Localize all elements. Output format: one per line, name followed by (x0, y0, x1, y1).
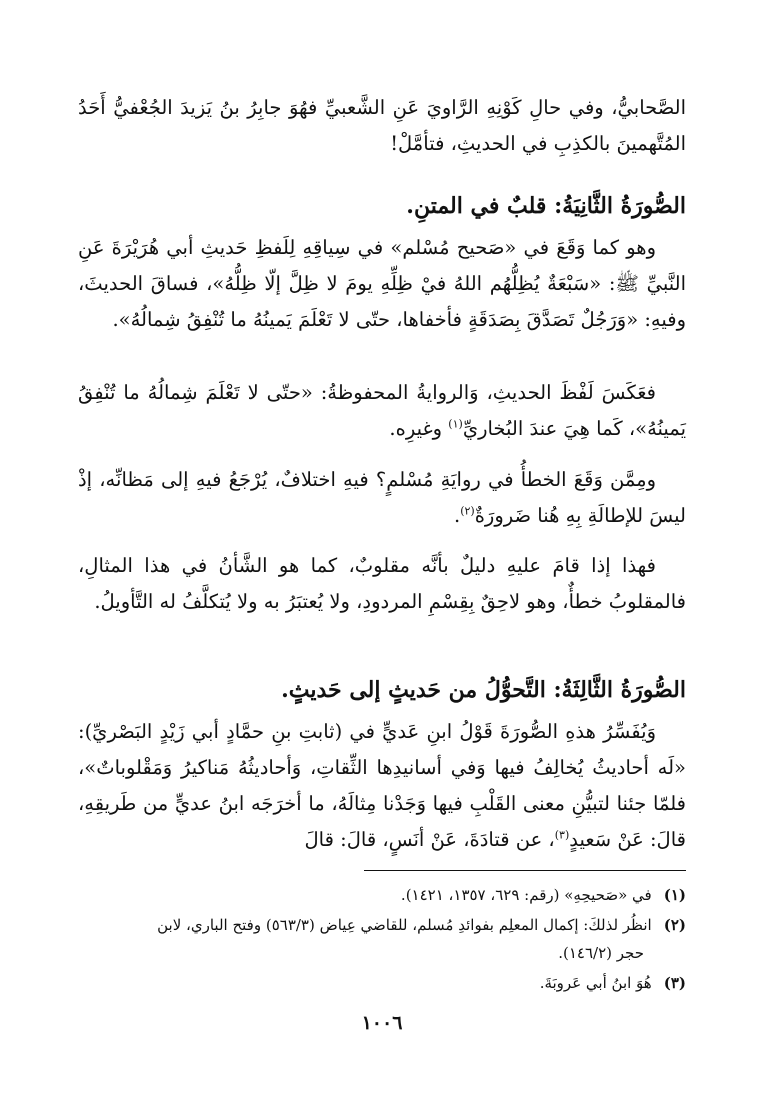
reversal-text: فعَكَسَ لَفْظَ الحديثِ، وَالروايةُ المحفوظةُ: «حتّى لا تَعْلَمَ شِمالُهُ ما تُنْفِقُ يَمينُهُ»، كَما هِيَ عندَ البُخاريِّ (78, 381, 686, 440)
section-2-paragraph: وهو كما وَقَعَ في «صَحيح مُسْلم» في سِياقِهِ لِلَفظِ حَديثِ أبي هُرَيْرَةَ عَنِ النَّبيِّ ﷺ: «سَبْعَةٌ يُظِلُّهُم اللهُ فيْ ظِلِّهِ يومَ لا ظِلَّ إلّا ظِلُّهُ»، فساقَ الحديثَ، وفيهِ: «وَرَجُلٌ تَصَدَّقَ بِصَدَقَةٍ فأخفاها، حتّى لا تَعْلَمَ يَمينُهُ ما تُنْفِقُ شِمالُهُ». (78, 236, 686, 331)
error-paragraph-block (78, 462, 686, 534)
footnote-3-number: (٣) (663, 974, 686, 992)
footnote-ref-3: (٣) (554, 828, 570, 842)
footnote-divider (364, 870, 686, 871)
footnote-1-text: في «صَحيحِهِ» (رقم: ٦٢٩، ١٣٥٧، ١٤٢١). (400, 886, 652, 904)
footnote-3 (78, 970, 686, 996)
reversal-paragraph-block (78, 375, 686, 447)
ibn-adi-tail: ، عن قتادَةَ، عَنْ أنَسٍ، قالَ: قالَ (304, 828, 555, 851)
section-3-heading: الصُّورَةُ الثَّالِثَةُ: التَّحوُّلُ من حَديثٍ إلى حَديثٍ. (281, 677, 686, 703)
error-tail: . (454, 504, 461, 527)
page-number: ١٠٠٦ (361, 1012, 403, 1034)
footnote-1 (78, 882, 686, 908)
reversal-tail: وغيرِه. (389, 417, 449, 440)
intro-paragraph-block (78, 90, 686, 162)
error-text: ومِمَّن وَقَعَ الخطأُ في روايَةِ مُسْلمٍ؟ فيهِ اختلافٌ، يُرْجَعُ فيهِ إلى مَظانِّه، إذْ ليسَ للإطالَةِ بِهِ هُنا ضَرورَةٌ (78, 468, 686, 527)
intro-paragraph: الصَّحابيُّ، وفي حالِ كَوْنِهِ الرَّاويَ عَنِ الشَّعبيِّ فهُوَ جابِرُ بنُ يَزيدَ الجُعْفيُّ أَحَدُ المُتَّهمينَ بالكذِبِ في الحديثِ، فتأمَّلْ! (78, 96, 686, 155)
reversal-paragraph (78, 375, 686, 447)
section-2-heading: الصُّورَةُ الثَّانِيَةُ: قلبٌ في المتنِ. (406, 193, 686, 219)
error-paragraph (78, 462, 686, 534)
footnote-ref-2: (٢) (460, 504, 475, 518)
section-2-paragraph-block (78, 230, 686, 338)
footnote-2-text: انظُر لذلكَ: إكمال المعلِم بفوائدِ مُسلم، للقاضي عِياض (٥٦٣/٣) وفتح الباري، لابن (157, 916, 652, 934)
ruling-paragraph: فهذا إذا قامَ عليهِ دليلٌ بأنَّه مقلوبٌ، كما هو الشَّأنُ في هذا المثالِ، فالمقلوبُ خطأٌ، وهو لاحِقٌ بِقِسْمِ المردودِ، ولا يُعتبَرُ به ولا يُتكلَّفُ له التَّأويلُ. (78, 554, 686, 613)
footnote-2 (78, 912, 686, 938)
ibn-adi-text: وَيُفَسِّرُ هذهِ الصُّورَةَ قَوْلُ ابنِ عَديٍّ في (ثابتِ بنِ حمَّادٍ أبي زَيْدٍ البَصْريِّ): «لَه أحاديثُ يُخالِفُ فيها وَفي أسانيدِها الثِّقاتِ، وَأحاديثُهُ مَناكيرُ وَمَقْلوباتٌ»، فلمّا جئنا لتبيُّنِ معنى القَلْبِ فيها وَجَدْنا مِثالَهُ، ما أخرَجَه ابنُ عديٍّ من طَريقِهِ، قالَ: عَنْ سَعيدٍ (78, 720, 686, 851)
footnote-2-number: (٢) (663, 916, 686, 934)
footnote-ref-1: (١) (448, 417, 463, 431)
ruling-paragraph-block (78, 548, 686, 620)
section-3-paragraph-block (78, 714, 686, 858)
footnote-1-number: (١) (663, 886, 686, 904)
section-3-paragraph (78, 714, 686, 858)
footnote-3-text: هُوَ ابنُ أبي عَروبَةَ. (539, 974, 652, 992)
section-2-heading-block (78, 188, 686, 224)
section-3-heading-block (78, 672, 686, 708)
footnote-2-continuation: حجر (١٤٦/٢). (558, 944, 644, 962)
